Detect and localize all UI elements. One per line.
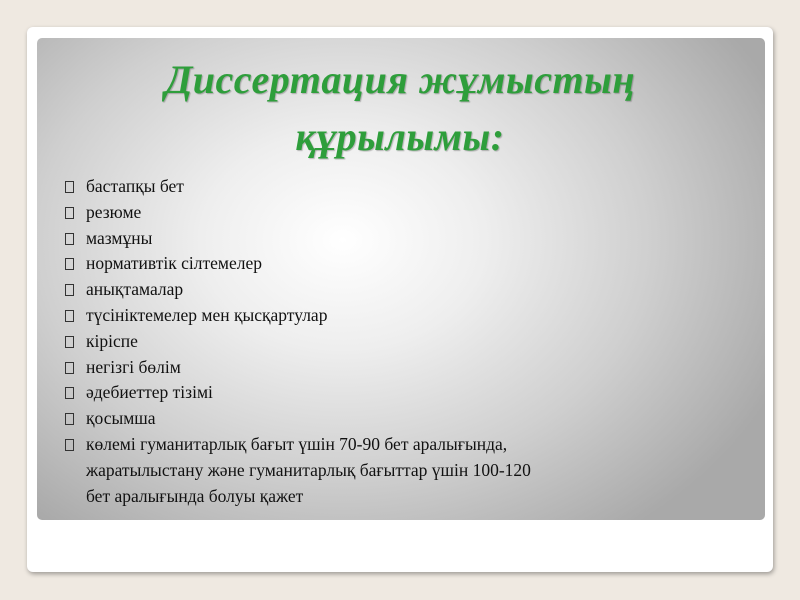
square-bullet-icon xyxy=(65,439,74,451)
list-item xyxy=(62,355,702,381)
list-item-text: нормативтік сілтемелер xyxy=(86,253,262,274)
list-item-text: түсініктемелер мен қысқартулар xyxy=(86,304,328,325)
list-item xyxy=(62,303,702,329)
bullet-list xyxy=(62,174,702,509)
list-item-text: қосымша xyxy=(86,408,156,429)
list-item-text: көлемі гуманитарлық бағыт үшін 70-90 бет аралығында, xyxy=(86,433,508,454)
square-bullet-icon xyxy=(65,284,74,296)
list-item-text: мазмұны xyxy=(86,227,153,248)
slide-title-line-2: құрылымы: xyxy=(295,113,505,159)
square-bullet-icon xyxy=(65,362,74,374)
square-bullet-icon xyxy=(65,336,74,348)
list-item xyxy=(62,277,702,303)
list-item-continuation-2: бет аралығында болуы қажет xyxy=(86,485,304,506)
list-item xyxy=(62,406,702,432)
square-bullet-icon xyxy=(65,207,74,219)
list-item xyxy=(62,251,702,277)
list-item-text: кіріспе xyxy=(86,330,138,351)
square-bullet-icon xyxy=(65,258,74,270)
square-bullet-icon xyxy=(65,181,74,193)
square-bullet-icon xyxy=(65,413,74,425)
list-item-text: негізгі бөлім xyxy=(86,356,181,377)
slide-title-line-1: Диссертация жұмыстың xyxy=(164,57,636,102)
list-item xyxy=(62,226,702,252)
list-item-continuation-1: жаратылыстану және гуманитарлық бағыттар үшін 100-120 xyxy=(86,459,531,480)
square-bullet-icon xyxy=(65,310,74,322)
square-bullet-icon xyxy=(65,233,74,245)
list-item-text: әдебиеттер тізімі xyxy=(86,382,213,403)
square-bullet-icon xyxy=(65,387,74,399)
slide-title xyxy=(0,52,800,166)
list-item-text: резюме xyxy=(86,201,142,222)
list-item-text: бастапқы бет xyxy=(86,176,184,196)
list-item xyxy=(62,329,702,355)
list-item xyxy=(62,380,702,406)
list-item-text: анықтамалар xyxy=(86,279,184,300)
list-item xyxy=(62,200,702,226)
list-item xyxy=(62,174,702,200)
list-item xyxy=(62,432,702,509)
